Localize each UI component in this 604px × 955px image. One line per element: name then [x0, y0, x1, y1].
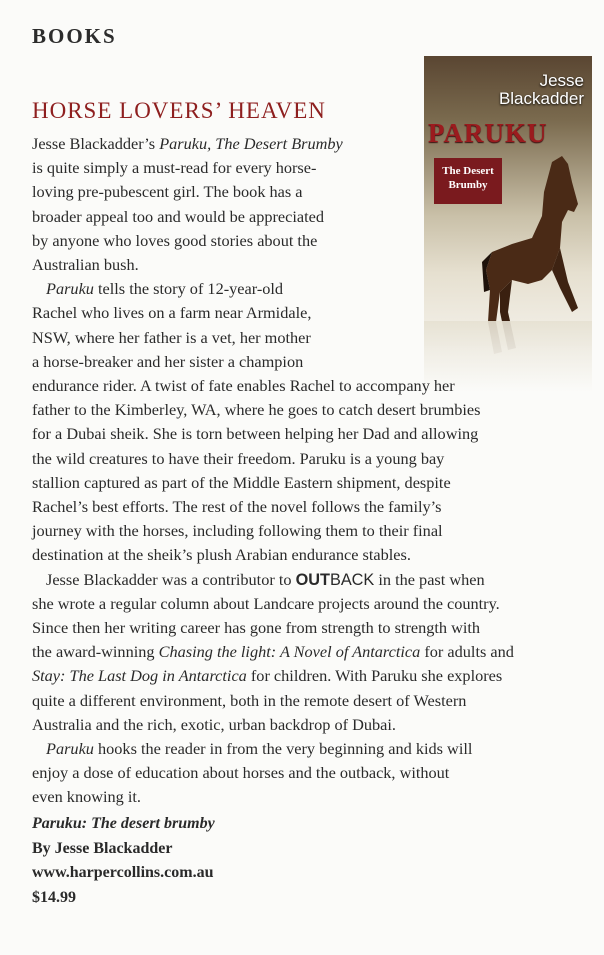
text-line: stallion captured as part of the Middle Eastern shipment, despite — [32, 472, 451, 492]
text-line: by anyone who loves good stories about the — [32, 230, 318, 250]
text-run: the award-winning — [32, 642, 159, 662]
text-line — [32, 132, 514, 156]
credit-price: $14.99 — [32, 888, 76, 906]
text-line — [32, 277, 514, 301]
section-label: BOOKS — [32, 24, 117, 48]
cover-subtitle: The Desert Brumby — [434, 158, 502, 204]
text-line: the wild creatures to have their freedom. Paruku is a young bay — [32, 448, 445, 468]
text-line: Australia and the rich, exotic, urban backdrop of Dubai. — [32, 714, 396, 734]
credit-website: www.harpercollins.com.au — [32, 864, 214, 881]
cover-author: Jesse Blackadder — [498, 71, 584, 108]
text-line: for a Dubai sheik. She is torn between helping her Dad and allowing — [32, 424, 479, 444]
headline: HORSE LOVERS’ HEAVEN — [32, 98, 326, 123]
text-run: for adults and — [420, 642, 514, 662]
article-body — [32, 132, 514, 810]
book-title: Chasing the light: A Novel of Antarctica — [158, 642, 421, 662]
text-line: a horse-breaker and her sister a champion — [32, 351, 304, 371]
text-line: Rachel’s best efforts. The rest of the novel follows the family’s — [32, 497, 442, 517]
book-credits — [32, 812, 215, 910]
text-line: even knowing it. — [32, 787, 141, 807]
text-line: Australian bush. — [32, 255, 139, 275]
book-title: Paruku, The Desert Brumby — [159, 134, 343, 153]
text-line — [32, 640, 514, 664]
text-line — [32, 568, 514, 592]
text-line: broader appeal too and would be appreciated — [32, 206, 325, 226]
text-line: loving pre-pubescent girl. The book has a — [32, 182, 303, 202]
text-line — [32, 737, 514, 761]
brand-logo-light: BACK — [329, 570, 375, 589]
text-line: father to the Kimberley, WA, where he goes to catch desert brumbies — [32, 400, 481, 420]
text-run: in the past when — [374, 569, 485, 589]
text-run: for children. With Paruku she explores — [246, 666, 503, 686]
text-line: quite a different environment, both in the remote desert of Western — [32, 690, 467, 710]
text-line: is quite simply a must-read for every horse- — [32, 158, 317, 178]
text-line: journey with the horses, including following them to their final — [32, 521, 443, 541]
text-line: she wrote a regular column about Landcare projects around the country. — [32, 593, 500, 613]
text-run: Jesse Blackadder’s — [32, 134, 160, 153]
book-title: Paruku — [46, 739, 94, 759]
text-line: Since then her writing career has gone from strength to strength with — [32, 618, 481, 638]
text-line: enjoy a dose of education about horses and the outback, without — [32, 763, 450, 783]
text-line — [32, 664, 514, 688]
text-line: destination at the sheik’s plush Arabian endurance stables. — [32, 545, 411, 565]
book-title: Paruku — [46, 279, 94, 299]
text-line: NSW, where her father is a vet, her mother — [32, 327, 311, 347]
text-run: tells the story of 12-year-old — [93, 279, 284, 299]
cover-title: PARUKU — [428, 118, 548, 148]
text-line: endurance rider. A twist of fate enables Rachel to accompany her — [32, 376, 455, 396]
text-line: Rachel who lives on a farm near Armidale, — [32, 303, 312, 323]
book-title: Stay: The Last Dog in Antarctica — [32, 666, 247, 686]
credit-title: Paruku: The desert brumby — [32, 815, 215, 832]
text-run: hooks the reader in from the very beginning and kids will — [93, 739, 473, 759]
brand-logo-bold: OUT — [295, 570, 330, 589]
text-run: Jesse Blackadder was a contributor to — [46, 569, 296, 589]
credit-author: By Jesse Blackadder — [32, 839, 173, 857]
